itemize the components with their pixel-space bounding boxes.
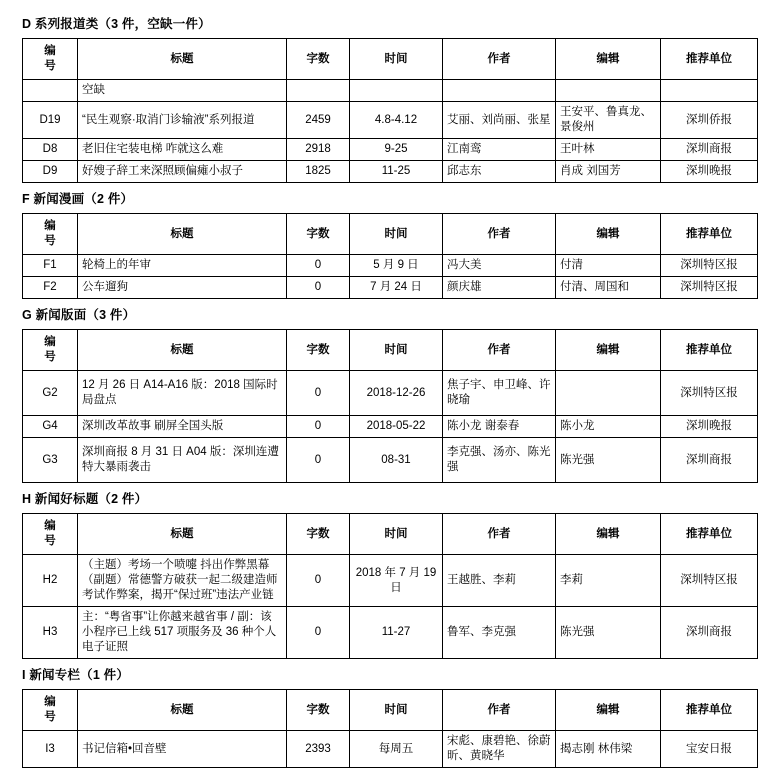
cell-time: 11-25: [350, 161, 443, 183]
table-row: [23, 607, 758, 659]
cell-title: 公车遛狗: [78, 277, 287, 299]
column-header-title: 标题: [78, 214, 287, 255]
column-header-title: 标题: [78, 39, 287, 80]
cell-code: F1: [23, 255, 78, 277]
cell-recommender: 深圳晚报: [661, 416, 758, 438]
column-header-code: 编 号: [23, 214, 78, 255]
cell-code: D8: [23, 139, 78, 161]
table-row: [23, 371, 758, 416]
cell-title: 好嫂子辞工来深照顾偏瘫小叔子: [78, 161, 287, 183]
table-row: [23, 139, 758, 161]
table-news-column: [22, 689, 758, 768]
column-header-title: 标题: [78, 690, 287, 731]
cell-recommender: [661, 80, 758, 102]
column-header-time: 时间: [350, 214, 443, 255]
section-h: [22, 489, 738, 659]
cell-words: 0: [287, 255, 350, 277]
cell-words: 0: [287, 607, 350, 659]
section-f: [22, 189, 738, 299]
column-header-words: 字数: [287, 330, 350, 371]
table-news-layout: [22, 329, 758, 483]
cell-words: 2459: [287, 102, 350, 139]
cell-time: 9-25: [350, 139, 443, 161]
cell-author: 焦子宇、申卫峰、许晓瑜: [443, 371, 556, 416]
cell-time: 5 月 9 日: [350, 255, 443, 277]
cell-words: 2393: [287, 731, 350, 768]
cell-title: 老旧住宅装电梯 咋就这么难: [78, 139, 287, 161]
column-header-recommender: 推荐单位: [661, 39, 758, 80]
column-header-author: 作者: [443, 514, 556, 555]
table-row: [23, 438, 758, 483]
table-news-headline: [22, 513, 758, 659]
cell-code: H3: [23, 607, 78, 659]
cell-author: 邱志东: [443, 161, 556, 183]
cell-words: [287, 80, 350, 102]
column-header-time: 时间: [350, 39, 443, 80]
cell-editor: 陈小龙: [556, 416, 661, 438]
column-header-code: 编 号: [23, 330, 78, 371]
column-header-words: 字数: [287, 214, 350, 255]
column-header-editor: 编辑: [556, 39, 661, 80]
table-header-row: [23, 690, 758, 731]
cell-recommender: 深圳特区报: [661, 277, 758, 299]
cell-words: 0: [287, 371, 350, 416]
table-row: [23, 255, 758, 277]
column-header-words: 字数: [287, 39, 350, 80]
cell-title: 空缺: [78, 80, 287, 102]
column-header-words: 字数: [287, 514, 350, 555]
section-g: [22, 305, 738, 483]
cell-title: 主：“粤省事”让你越来越省事 / 副：该小程序已上线 517 项服务及 36 种个人电子证照: [78, 607, 287, 659]
cell-author: 宋彪、康碧艳、徐蔚昕、黄晓华: [443, 731, 556, 768]
cell-title: 12 月 26 日 A14-A16 版：2018 国际时局盘点: [78, 371, 287, 416]
cell-author: 颜庆雄: [443, 277, 556, 299]
cell-recommender: 宝安日报: [661, 731, 758, 768]
table-row: [23, 277, 758, 299]
cell-words: 0: [287, 555, 350, 607]
cell-title: 轮椅上的年审: [78, 255, 287, 277]
cell-author: 江南鸾: [443, 139, 556, 161]
cell-recommender: 深圳特区报: [661, 371, 758, 416]
cell-words: 2918: [287, 139, 350, 161]
cell-recommender: 深圳商报: [661, 438, 758, 483]
section-i: [22, 665, 732, 768]
column-header-editor: 编辑: [556, 330, 661, 371]
cell-code: D19: [23, 102, 78, 139]
cell-editor: 揭志刚 林伟梁: [556, 731, 661, 768]
cell-editor: 陈光强: [556, 607, 661, 659]
column-header-recommender: 推荐单位: [661, 214, 758, 255]
cell-words: 1825: [287, 161, 350, 183]
section-heading: D 系列报道类（3 件，空缺一件）: [22, 17, 211, 31]
column-header-recommender: 推荐单位: [661, 690, 758, 731]
cell-recommender: 深圳侨报: [661, 102, 758, 139]
cell-time: 11-27: [350, 607, 443, 659]
cell-words: 0: [287, 416, 350, 438]
table-news-cartoon: [22, 213, 758, 299]
cell-time: 7 月 24 日: [350, 277, 443, 299]
cell-author: [443, 80, 556, 102]
cell-time: 2018-12-26: [350, 371, 443, 416]
cell-time: 08-31: [350, 438, 443, 483]
column-header-time: 时间: [350, 514, 443, 555]
cell-time: 4.8-4.12: [350, 102, 443, 139]
cell-title: 深圳改革故事 刷屏全国头版: [78, 416, 287, 438]
column-header-editor: 编辑: [556, 214, 661, 255]
cell-code: G4: [23, 416, 78, 438]
cell-code: I3: [23, 731, 78, 768]
column-header-words: 字数: [287, 690, 350, 731]
cell-title: 深圳商报 8 月 31 日 A04 版：深圳连遭特大暴雨袭击: [78, 438, 287, 483]
cell-editor: [556, 371, 661, 416]
cell-editor: 付清、周国和: [556, 277, 661, 299]
table-header-row: [23, 214, 758, 255]
table-row: [23, 102, 758, 139]
cell-recommender: 深圳特区报: [661, 255, 758, 277]
cell-editor: 付清: [556, 255, 661, 277]
column-header-recommender: 推荐单位: [661, 330, 758, 371]
section-heading: G 新闻版面（3 件）: [22, 308, 136, 322]
cell-author: 陈小龙 谢泰春: [443, 416, 556, 438]
cell-code: [23, 80, 78, 102]
column-header-code: 编 号: [23, 690, 78, 731]
table-row: [23, 555, 758, 607]
table-row: [23, 731, 758, 768]
cell-author: 冯大美: [443, 255, 556, 277]
cell-code: F2: [23, 277, 78, 299]
cell-words: 0: [287, 438, 350, 483]
cell-author: 鲁军、李克强: [443, 607, 556, 659]
cell-time: [350, 80, 443, 102]
column-header-editor: 编辑: [556, 690, 661, 731]
cell-words: 0: [287, 277, 350, 299]
cell-editor: 王安平、鲁真龙、景俊州: [556, 102, 661, 139]
cell-editor: 陈光强: [556, 438, 661, 483]
cell-time: 2018 年 7 月 19 日: [350, 555, 443, 607]
cell-recommender: 深圳商报: [661, 139, 758, 161]
section-heading: I 新闻专栏（1 件）: [22, 668, 130, 682]
column-header-author: 作者: [443, 39, 556, 80]
cell-author: 艾丽、刘尚丽、张星: [443, 102, 556, 139]
cell-time: 2018-05-22: [350, 416, 443, 438]
cell-editor: [556, 80, 661, 102]
section-heading: H 新闻好标题（2 件）: [22, 492, 148, 506]
section-heading: F 新闻漫画（2 件）: [22, 192, 134, 206]
cell-recommender: 深圳特区报: [661, 555, 758, 607]
table-series-reports: [22, 38, 758, 183]
cell-editor: 肖成 刘国芳: [556, 161, 661, 183]
cell-recommender: 深圳晚报: [661, 161, 758, 183]
cell-editor: 李莉: [556, 555, 661, 607]
cell-code: H2: [23, 555, 78, 607]
column-header-editor: 编辑: [556, 514, 661, 555]
column-header-recommender: 推荐单位: [661, 514, 758, 555]
column-header-time: 时间: [350, 330, 443, 371]
column-header-code: 编 号: [23, 514, 78, 555]
cell-title: “民生观察·取消门诊输液”系列报道: [78, 102, 287, 139]
cell-code: G2: [23, 371, 78, 416]
cell-code: G3: [23, 438, 78, 483]
cell-title: 书记信箱•回音壁: [78, 731, 287, 768]
cell-editor: 王叶林: [556, 139, 661, 161]
cell-recommender: 深圳商报: [661, 607, 758, 659]
column-header-author: 作者: [443, 690, 556, 731]
column-header-author: 作者: [443, 214, 556, 255]
section-d: [22, 14, 732, 183]
cell-author: 王越胜、李莉: [443, 555, 556, 607]
column-header-title: 标题: [78, 514, 287, 555]
table-row: [23, 416, 758, 438]
cell-time: 每周五: [350, 731, 443, 768]
table-header-row: [23, 514, 758, 555]
cell-code: D9: [23, 161, 78, 183]
table-header-row: [23, 330, 758, 371]
table-row: [23, 80, 758, 102]
cell-author: 李克强、汤亦、陈光强: [443, 438, 556, 483]
table-header-row: [23, 39, 758, 80]
column-header-author: 作者: [443, 330, 556, 371]
table-row: [23, 161, 758, 183]
column-header-title: 标题: [78, 330, 287, 371]
column-header-time: 时间: [350, 690, 443, 731]
column-header-code: 编 号: [23, 39, 78, 80]
cell-title: （主题）考场一个喷嚏 抖出作弊黑幕（副题）常德警方破获一起二级建造师考试作弊案，揭开“保过班”违法产业链: [78, 555, 287, 607]
